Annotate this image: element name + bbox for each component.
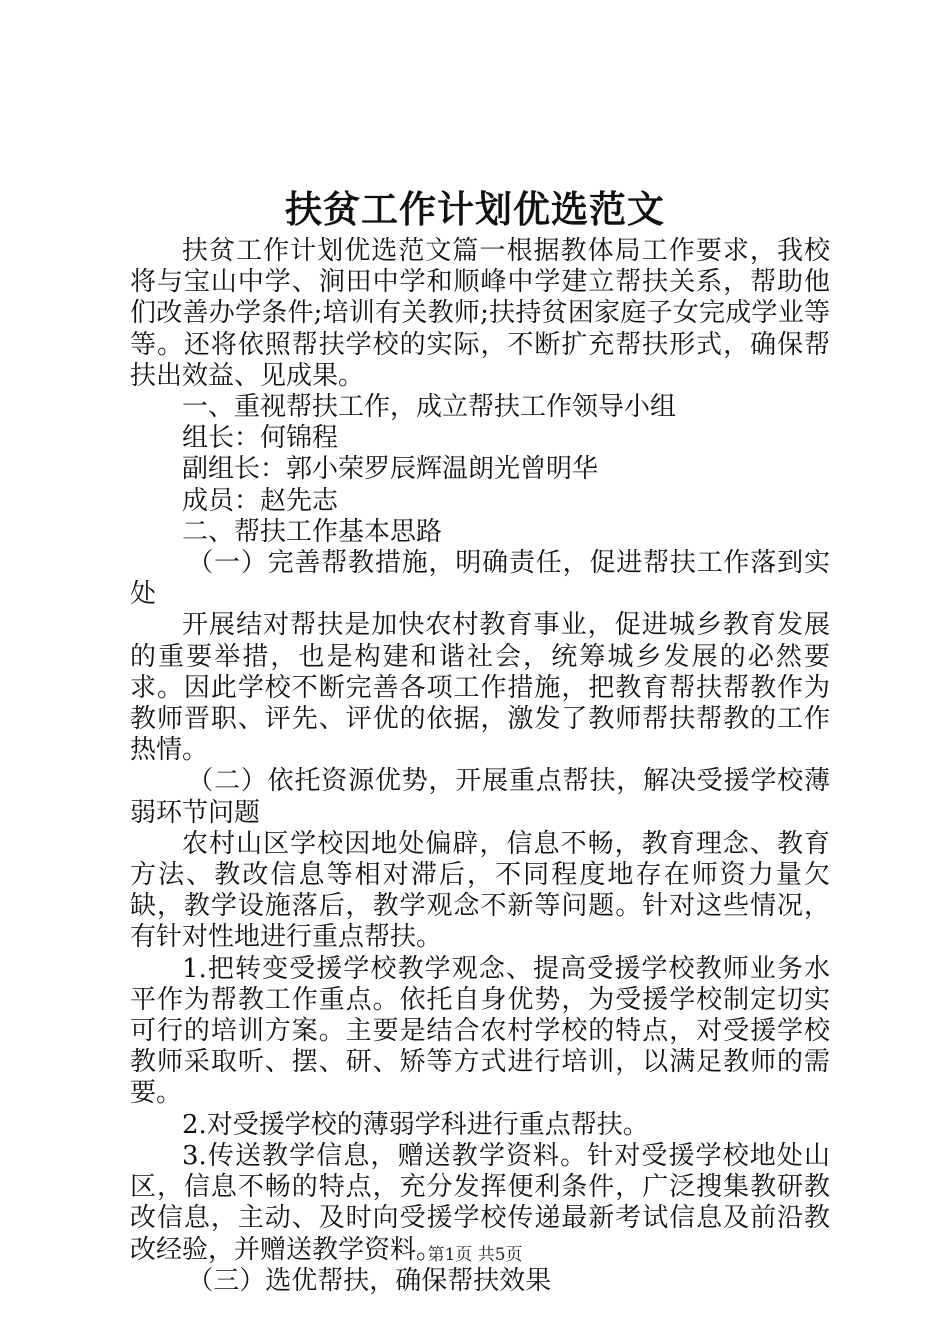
subsection-heading-2: （二）依托资源优势，开展重点帮扶，解决受援学校薄弱环节问题 xyxy=(130,766,830,828)
section-heading-1: 一、重视帮扶工作，成立帮扶工作领导小组 xyxy=(182,392,677,423)
subsection-heading-1: （一）完善帮教措施，明确责任，促进帮扶工作落到实处 xyxy=(130,548,830,610)
subsection-heading-3: （三）选优帮扶，确保帮扶效果 xyxy=(187,1265,552,1296)
section-heading-2: 二、帮扶工作基本思路 xyxy=(182,516,443,547)
document-body xyxy=(130,236,830,1297)
list-item-3: 3.传送教学信息，赠送教学资料。针对受援学校地处山区，信息不畅的特点，充分发挥便利条件，广泛搜集教研教改信息，主动、及时向受援学校传递最新考试信息及前沿教改经验，并赠送教学资料。 xyxy=(130,1140,830,1265)
deputy-leader-line: 副组长：郭小荣罗辰辉温朗光曾明华 xyxy=(182,454,599,485)
page-footer: 第1页 共5页 xyxy=(427,1245,523,1265)
team-leader-line: 组长：何锦程 xyxy=(182,423,339,454)
list-item-2: 2.对受援学校的薄弱学科进行重点帮扶。 xyxy=(182,1109,649,1140)
paragraph-intro: 扶贫工作计划优选范文篇一根据教体局工作要求，我校将与宝山中学、涧田中学和顺峰中学建立帮扶关系，帮助他们改善办学条件;培训有关教师;扶持贫困家庭子女完成学业等等。还将依照帮扶学校的实际，不断扩充帮扶形式，确保帮扶出效益、见成果。 xyxy=(130,236,830,391)
list-item-1: 1.把转变受援学校教学观念、提高受援学校教师业务水平作为帮教工作重点。依托自身优势，为受援学校制定切实可行的培训方案。主要是结合农村学校的特点，对受援学校教师采取听、摆、研、矫等方式进行培训，以满足教师的需要。 xyxy=(130,953,830,1109)
paragraph-subsection-1: 开展结对帮扶是加快农村教育事业，促进城乡教育发展的重要举措，也是构建和谐社会，统筹城乡发展的必然要求。因此学校不断完善各项工作措施，把教育帮扶帮教作为教师晋职、评先、评优的依据，激发了教师帮扶帮教的工作热情。 xyxy=(130,610,830,766)
document-title: 扶贫工作计划优选范文 xyxy=(285,187,665,231)
member-line: 成员：赵先志 xyxy=(182,485,339,516)
paragraph-subsection-2: 农村山区学校因地处偏辟，信息不畅，教育理念、教育方法、教改信息等相对滞后，不同程度地存在师资力量欠缺，教学设施落后，教学观念不新等问题。针对这些情况，有针对性地进行重点帮扶。 xyxy=(130,828,830,953)
